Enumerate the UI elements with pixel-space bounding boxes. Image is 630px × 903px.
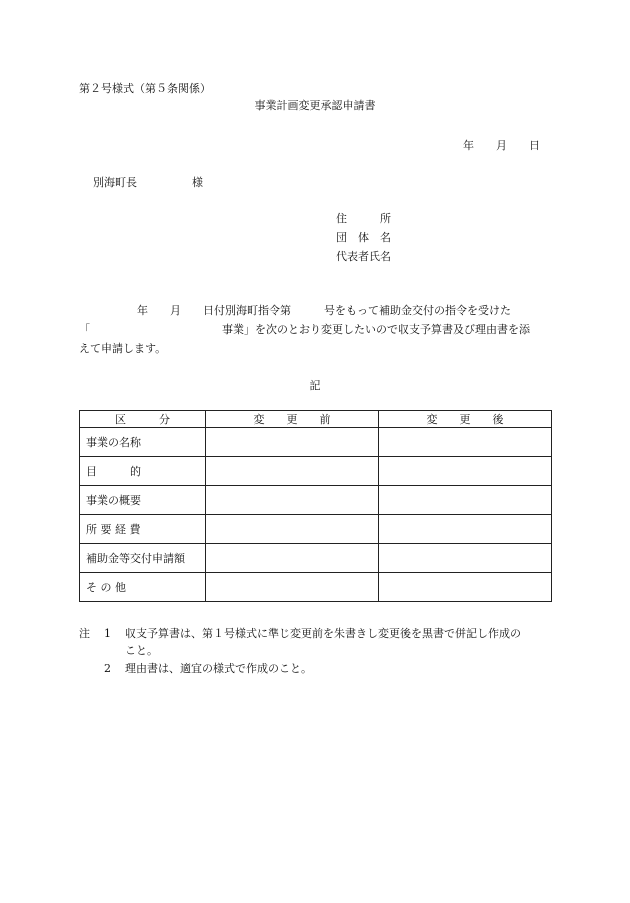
note-number: 1 bbox=[104, 627, 111, 640]
table-header-row bbox=[80, 411, 552, 428]
table-row bbox=[80, 515, 552, 544]
after-cell bbox=[379, 428, 552, 457]
before-cell bbox=[206, 486, 379, 515]
address-label: 住 所 bbox=[336, 212, 391, 225]
table-row bbox=[80, 544, 552, 573]
note-text: 収支予算書は、第１号様式に準じ変更前を朱書きし変更後を黒書で併記し作成の bbox=[125, 627, 521, 640]
document-title: 事業計画変更承認申請書 bbox=[254, 99, 376, 112]
after-cell bbox=[379, 515, 552, 544]
addressee: 別海町長 様 bbox=[93, 176, 203, 189]
change-table bbox=[79, 410, 552, 602]
after-cell bbox=[379, 486, 552, 515]
table-row bbox=[80, 457, 552, 486]
before-cell bbox=[206, 573, 379, 602]
after-cell bbox=[379, 573, 552, 602]
before-cell bbox=[206, 428, 379, 457]
header-before: 変 更 前 bbox=[206, 411, 379, 428]
before-cell bbox=[206, 515, 379, 544]
table-row bbox=[80, 486, 552, 515]
notes-prefix: 注 bbox=[79, 627, 90, 640]
body-open-bracket: 「 bbox=[79, 323, 90, 336]
row-label: 目 的 bbox=[80, 457, 206, 486]
table-row bbox=[80, 573, 552, 602]
row-label: 事業の概要 bbox=[80, 486, 206, 515]
table-row bbox=[80, 428, 552, 457]
note-number: 2 bbox=[104, 662, 111, 675]
after-cell bbox=[379, 544, 552, 573]
body-line-1: 年 月 日付別海町指令第 号をもって補助金交付の指令を受けた bbox=[137, 304, 511, 317]
body-line-3: えて申請します。 bbox=[79, 342, 167, 355]
note-text: 理由書は、適宜の様式で作成のこと。 bbox=[125, 662, 312, 675]
note-text-continued: こと。 bbox=[125, 644, 158, 657]
row-label: そ の 他 bbox=[80, 573, 206, 602]
after-cell bbox=[379, 457, 552, 486]
group-name-label: 団 体 名 bbox=[336, 231, 391, 244]
header-category: 区 分 bbox=[80, 411, 206, 428]
date-line: 年 月 日 bbox=[463, 139, 540, 152]
before-cell bbox=[206, 457, 379, 486]
row-label: 所 要 経 費 bbox=[80, 515, 206, 544]
header-after: 変 更 後 bbox=[379, 411, 552, 428]
ki-heading: 記 bbox=[309, 379, 321, 392]
form-number: 第２号様式（第５条関係） bbox=[79, 82, 211, 95]
row-label: 事業の名称 bbox=[80, 428, 206, 457]
before-cell bbox=[206, 544, 379, 573]
row-label: 補助金等交付申請額 bbox=[80, 544, 206, 573]
body-line-2: 事業」を次のとおり変更したいので収支予算書及び理由書を添 bbox=[222, 323, 530, 336]
representative-label: 代表者氏名 bbox=[336, 250, 391, 263]
